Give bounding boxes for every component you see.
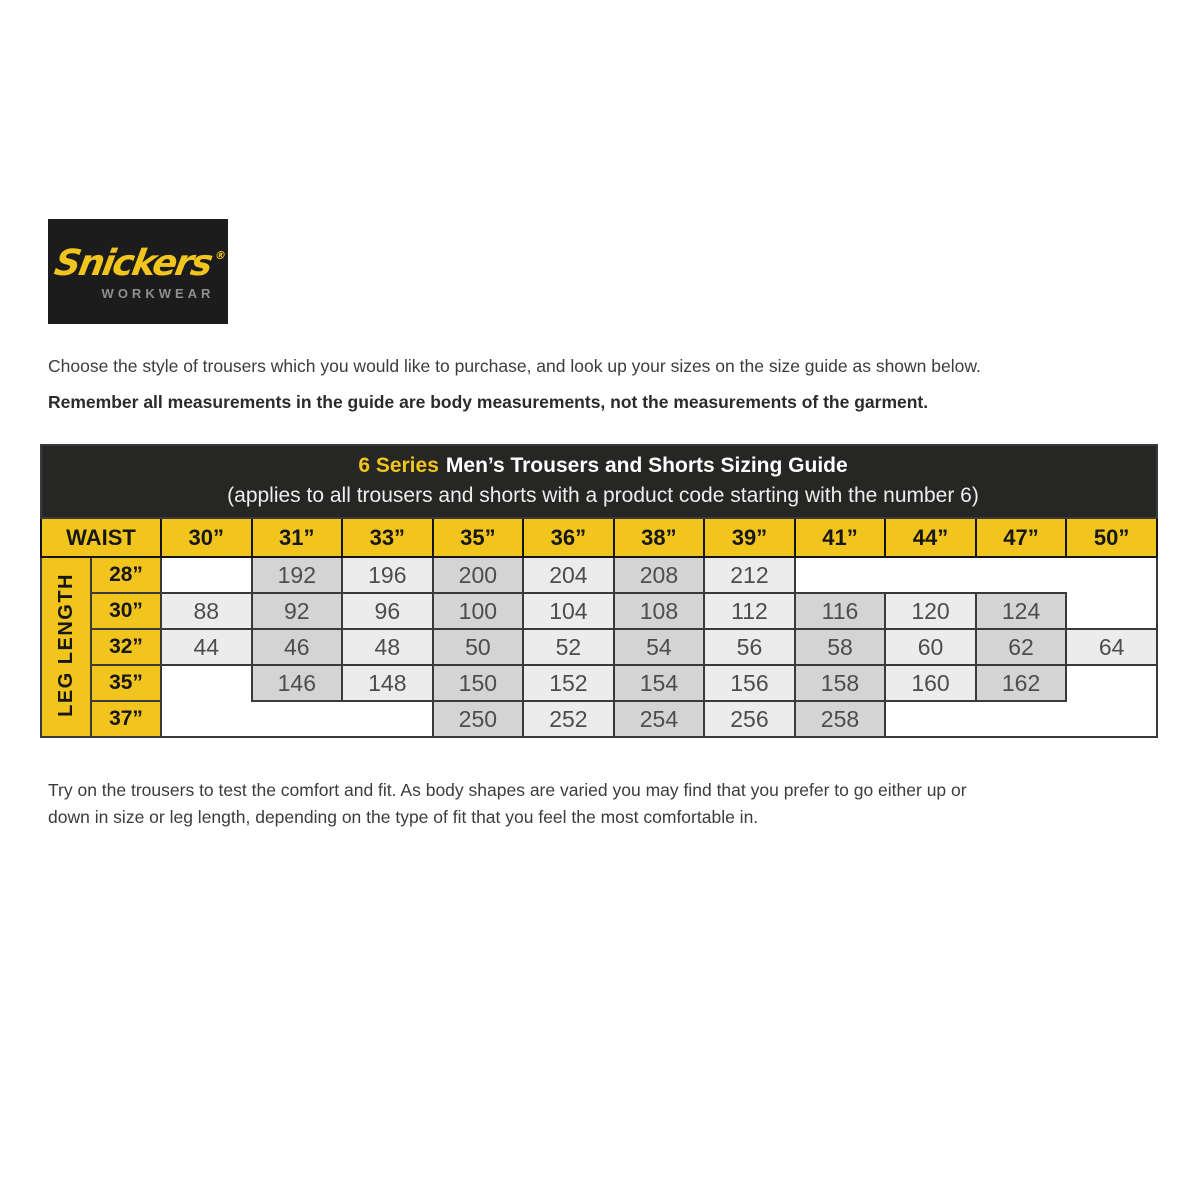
size-cell: 156 xyxy=(704,665,795,701)
waist-size-header: 31” xyxy=(252,518,343,557)
size-cell: 154 xyxy=(614,665,705,701)
size-cell: 100 xyxy=(433,593,524,629)
waist-size-header: 44” xyxy=(885,518,976,557)
size-cell xyxy=(1066,557,1157,593)
size-cell: 160 xyxy=(885,665,976,701)
size-cell xyxy=(976,557,1067,593)
waist-size-header: 38” xyxy=(614,518,705,557)
size-cell: 52 xyxy=(523,629,614,665)
brand-text: Snickers xyxy=(51,242,214,284)
size-cell: 196 xyxy=(342,557,433,593)
workwear-text: WORKWEAR xyxy=(101,286,215,302)
size-cell: 48 xyxy=(342,629,433,665)
size-cell xyxy=(885,701,976,737)
size-row-28 xyxy=(41,557,1157,593)
size-cell: 212 xyxy=(704,557,795,593)
leg-size-header: 30” xyxy=(91,593,161,629)
waist-size-header: 39” xyxy=(704,518,795,557)
size-cell: 104 xyxy=(523,593,614,629)
size-cell: 46 xyxy=(252,629,343,665)
leg-size-header: 32” xyxy=(91,629,161,665)
size-cell: 150 xyxy=(433,665,524,701)
size-cell xyxy=(976,701,1067,737)
size-cell: 254 xyxy=(614,701,705,737)
size-cell: 258 xyxy=(795,701,886,737)
leg-length-axis-label xyxy=(41,557,91,737)
table-title xyxy=(60,451,1146,481)
waist-size-header: 33” xyxy=(342,518,433,557)
table-subtitle: (applies to all trousers and shorts with a product code starting with the number 6) xyxy=(227,484,979,507)
size-cell: 96 xyxy=(342,593,433,629)
waist-size-header: 41” xyxy=(795,518,886,557)
size-cell: 64 xyxy=(1066,629,1157,665)
waist-size-header: 47” xyxy=(976,518,1067,557)
intro-line-1: Choose the style of trousers which you would like to purchase, and look up your sizes on the size guide as shown below. xyxy=(48,356,981,376)
snickers-logo xyxy=(48,219,228,324)
size-cell: 250 xyxy=(433,701,524,737)
size-cell: 50 xyxy=(433,629,524,665)
size-row-30 xyxy=(41,593,1157,629)
size-cell xyxy=(795,557,886,593)
footer-paragraph: Try on the trousers to test the comfort and fit. As body shapes are varied you may find that you prefer to go either up or down in size or leg length, depending on the type of fit that you feel the most comfortable in. xyxy=(48,780,967,827)
size-cell: 124 xyxy=(976,593,1067,629)
size-cell: 252 xyxy=(523,701,614,737)
series-label: 6 Series xyxy=(358,454,439,477)
size-cell: 60 xyxy=(885,629,976,665)
waist-size-header: 36” xyxy=(523,518,614,557)
intro-line-2: Remember all measurements in the guide are body measurements, not the measurements of the garment. xyxy=(48,392,929,412)
waist-header-row xyxy=(41,518,1157,557)
size-cell xyxy=(161,665,252,701)
size-cell xyxy=(161,701,252,737)
size-cell xyxy=(885,557,976,593)
size-cell: 146 xyxy=(252,665,343,701)
table-title-bar xyxy=(41,445,1157,518)
size-cell: 112 xyxy=(704,593,795,629)
size-cell: 88 xyxy=(161,593,252,629)
leg-length-vertical-text: LEG LENGTH xyxy=(54,572,77,717)
waist-label: WAIST xyxy=(41,518,161,557)
size-cell: 62 xyxy=(976,629,1067,665)
size-cell: 256 xyxy=(704,701,795,737)
waist-size-header: 50” xyxy=(1066,518,1157,557)
size-cell: 44 xyxy=(161,629,252,665)
size-cell: 148 xyxy=(342,665,433,701)
leg-size-header: 37” xyxy=(91,701,161,737)
size-cell: 108 xyxy=(614,593,705,629)
size-cell: 192 xyxy=(252,557,343,593)
size-cell xyxy=(1066,701,1157,737)
size-cell xyxy=(1066,593,1157,629)
waist-size-header: 30” xyxy=(161,518,252,557)
size-cell: 162 xyxy=(976,665,1067,701)
size-cell: 92 xyxy=(252,593,343,629)
waist-size-header: 35” xyxy=(433,518,524,557)
table-title-row xyxy=(41,445,1157,518)
sizing-table xyxy=(40,444,1158,738)
size-cell: 58 xyxy=(795,629,886,665)
size-cell xyxy=(1066,665,1157,701)
size-cell: 120 xyxy=(885,593,976,629)
snickers-wordmark xyxy=(51,242,227,284)
intro-paragraph xyxy=(48,348,981,420)
size-cell: 152 xyxy=(523,665,614,701)
size-cell: 204 xyxy=(523,557,614,593)
size-row-35 xyxy=(41,665,1157,701)
size-cell: 56 xyxy=(704,629,795,665)
registered-trademark-icon: ® xyxy=(213,248,227,262)
size-cell: 158 xyxy=(795,665,886,701)
size-row-37 xyxy=(41,701,1157,737)
size-row-32 xyxy=(41,629,1157,665)
size-cell xyxy=(161,557,252,593)
size-cell: 116 xyxy=(795,593,886,629)
leg-size-header: 28” xyxy=(91,557,161,593)
size-cell: 208 xyxy=(614,557,705,593)
size-cell xyxy=(252,701,343,737)
size-cell: 54 xyxy=(614,629,705,665)
leg-size-header: 35” xyxy=(91,665,161,701)
table-title-text: Men’s Trousers and Shorts Sizing Guide xyxy=(445,454,848,477)
size-cell xyxy=(342,701,433,737)
size-cell: 200 xyxy=(433,557,524,593)
